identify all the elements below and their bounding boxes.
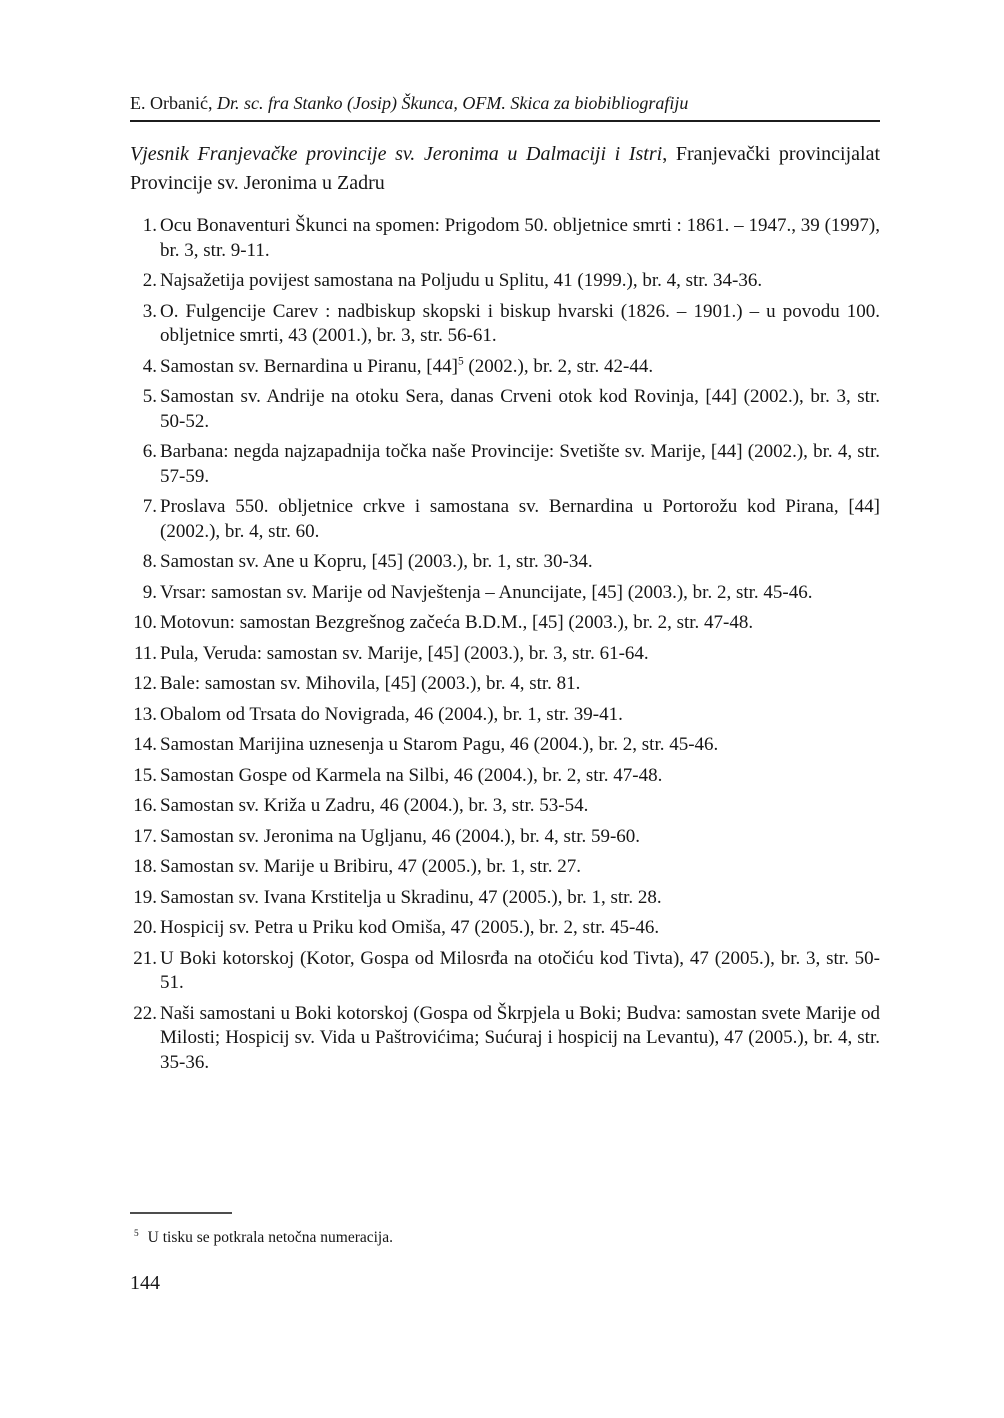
list-item-number: 22. xyxy=(133,1002,157,1024)
list-item-text: Vrsar: samostan sv. Marije od Navještenja – Anuncijate, [45] (2003.), br. 2, str. 45-46. xyxy=(160,581,813,603)
list-item xyxy=(130,886,880,911)
header-rule xyxy=(130,120,880,122)
list-item-number: 21. xyxy=(133,947,157,969)
bibliography-list xyxy=(130,214,880,1081)
list-item-text: Ocu Bonaventuri Škunci na spomen: Prigodom 50. obljetnice smrti : 1861. – 1947., 39 (1997), br. 3, str. 9-11. xyxy=(160,215,880,261)
list-item xyxy=(130,550,880,575)
list-item-text: Pula, Veruda: samostan sv. Marije, [45] (2003.), br. 3, str. 61-64. xyxy=(160,642,649,664)
page-number: 144 xyxy=(130,1272,160,1294)
list-item-text: Samostan sv. Marije u Bribiru, 47 (2005.), br. 1, str. 27. xyxy=(160,856,581,877)
list-item-text: Samostan sv. Jeronima na Ugljanu, 46 (2004.), br. 4, str. 59-60. xyxy=(160,825,641,847)
list-item-text: Samostan sv. Andrije na otoku Sera, danas Crveni otok kod Rovinja, [44] (2002.), br. 3, str. 50-52. xyxy=(160,386,880,432)
journal-publisher: , Franjevački provincijalat Provincije sv. Jeronima u Zadru xyxy=(130,143,880,194)
list-item-text: Hospicij sv. Petra u Priku kod Omiša, 47 (2005.), br. 2, str. 45-46. xyxy=(160,917,660,938)
list-item xyxy=(130,855,880,880)
intro-paragraph xyxy=(130,140,880,198)
list-item xyxy=(130,794,880,819)
list-item-number: 19. xyxy=(133,886,157,908)
list-item-number: 10. xyxy=(133,612,157,633)
list-item-text-after-footnote: (2002.), br. 2, str. 42-44. xyxy=(463,355,654,377)
list-item-text: Samostan sv. Ane u Kopru, [45] (2003.), br. 1, str. 30-34. xyxy=(160,551,593,572)
list-item xyxy=(130,581,880,606)
list-item xyxy=(130,355,880,380)
list-item xyxy=(130,825,880,850)
list-item xyxy=(130,642,880,667)
list-item-number: 3. xyxy=(142,300,157,322)
list-item-number: 20. xyxy=(133,917,157,938)
running-header-author: E. Orbanić, xyxy=(130,93,217,113)
list-item-text: Samostan sv. Ivana Krstitelja u Skradinu, 47 (2005.), br. 1, str. 28. xyxy=(160,886,662,908)
list-item-text: Naši samostani u Boki kotorskoj (Gospa od Škrpjela u Boki; Budva: samostan svete Marije od Milosti; Hospicij sv. Vida u Paštrovićima; Sućuraj i hospicij na Levantu), 47 (2005.), br. 4, str. 35-36. xyxy=(160,1002,880,1073)
list-item-text: Motovun: samostan Bezgrešnog začeća B.D.M., [45] (2003.), br. 2, str. 47-48. xyxy=(160,612,754,633)
running-header xyxy=(130,93,880,114)
list-item xyxy=(130,440,880,489)
list-item-number: 6. xyxy=(142,441,157,462)
list-item-number: 13. xyxy=(133,703,157,725)
list-item-text-before-footnote: Samostan sv. Bernardina u Piranu, [44] xyxy=(160,355,458,377)
list-item xyxy=(130,300,880,349)
list-item-number: 5. xyxy=(142,386,157,407)
list-item-number: 2. xyxy=(142,270,157,291)
list-item xyxy=(130,764,880,789)
list-item xyxy=(130,733,880,758)
list-item-number: 15. xyxy=(133,764,157,786)
list-item-number: 11. xyxy=(133,642,157,664)
list-item-text: Proslava 550. obljetnice crkve i samostana sv. Bernardina u Portorožu kod Pirana, [44] (2002.), br. 4, str. 60. xyxy=(160,496,880,542)
footnote-text: U tisku se potkrala netočna numeracija. xyxy=(147,1229,393,1246)
list-item-text: Najsažetija povijest samostana na Poljudu u Splitu, 41 (1999.), br. 4, str. 34-36. xyxy=(160,270,763,291)
footnote-marker: 5 xyxy=(134,1228,139,1239)
list-item xyxy=(130,495,880,544)
list-item-number: 1. xyxy=(142,215,157,236)
footnote-reference-marker: 5 xyxy=(457,355,464,368)
list-item xyxy=(130,611,880,636)
list-item xyxy=(130,703,880,728)
journal-title: Vjesnik Franjevačke provincije sv. Jeronima u Dalmaciji i Istri xyxy=(130,143,663,165)
list-item-text: Obalom od Trsata do Novigrada, 46 (2004.), br. 1, str. 39-41. xyxy=(160,703,623,725)
list-item xyxy=(130,1002,880,1076)
list-item-text: Bale: samostan sv. Mihovila, [45] (2003.), br. 4, str. 81. xyxy=(160,673,581,694)
list-item-number: 7. xyxy=(142,496,157,517)
list-item xyxy=(130,269,880,294)
list-item xyxy=(130,385,880,434)
list-item-number: 8. xyxy=(142,551,157,572)
running-header-title: Dr. sc. fra Stanko (Josip) Škunca, OFM. Skica za biobibliografiju xyxy=(216,93,689,113)
list-item-text: U Boki kotorskoj (Kotor, Gospa od Milosrđa na otočiću kod Tivta), 47 (2005.), br. 3, str. 50-51. xyxy=(160,947,880,993)
list-item-text: Samostan Gospe od Karmela na Silbi, 46 (2004.), br. 2, str. 47-48. xyxy=(160,764,663,786)
list-item-text: Samostan Marijina uznesenja u Starom Pagu, 46 (2004.), br. 2, str. 45-46. xyxy=(160,734,719,755)
list-item-number: 9. xyxy=(142,581,157,603)
list-item-number: 18. xyxy=(133,856,157,877)
footnote-separator-rule xyxy=(130,1212,232,1214)
list-item xyxy=(130,947,880,996)
list-item xyxy=(130,214,880,263)
list-item-number: 4. xyxy=(142,355,157,377)
list-item-text: Samostan sv. Križa u Zadru, 46 (2004.), br. 3, str. 53-54. xyxy=(160,795,589,816)
list-item xyxy=(130,672,880,697)
list-item-number: 17. xyxy=(133,825,157,847)
list-item xyxy=(130,916,880,941)
list-item-number: 16. xyxy=(133,795,157,816)
list-item-text: Barbana: negda najzapadnija točka naše Provincije: Svetište sv. Marije, [44] (2002.), br. 4, str. 57-59. xyxy=(160,441,880,487)
list-item-number: 12. xyxy=(133,673,157,694)
footnote xyxy=(134,1227,854,1248)
list-item-text: O. Fulgencije Carev : nadbiskup skopski i biskup hvarski (1826. – 1901.) – u povodu 100. obljetnice smrti, 43 (2001.), br. 3, str. 56-61. xyxy=(160,300,880,346)
list-item-text xyxy=(160,355,880,380)
list-item-number: 14. xyxy=(133,734,157,755)
